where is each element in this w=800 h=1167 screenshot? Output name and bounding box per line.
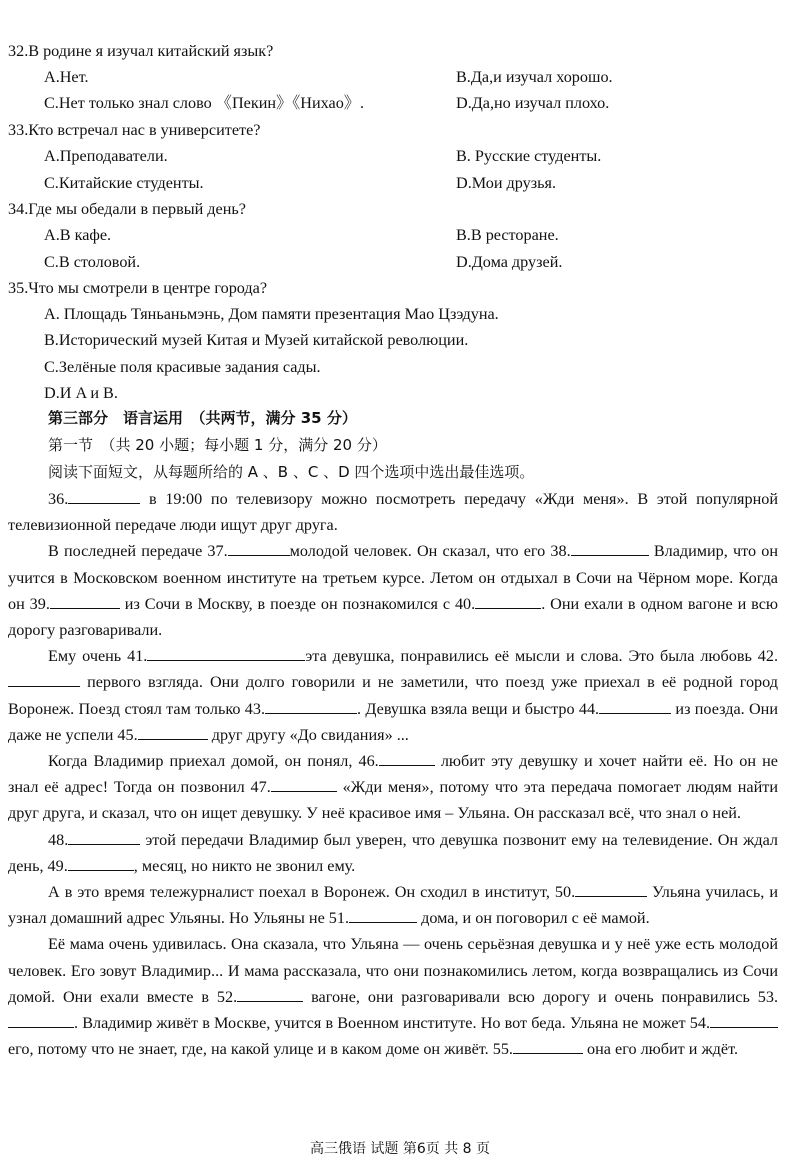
passage-paragraph: 36. в 19:00 по телевизору можно посмотреть передачу «Жди меня». В этой популярной телевизионной передаче люди ищут друг друга. <box>8 490 778 535</box>
answer-blank[interactable] <box>475 594 541 609</box>
answer-blank[interactable] <box>710 1013 778 1028</box>
question-stem: 35.Что мы смотрели в центре города? <box>8 279 268 297</box>
option-a: A.Преподаватели. <box>44 147 168 165</box>
answer-blank[interactable] <box>8 672 80 687</box>
passage-paragraph: А в это время тележурналист поехал в Воронеж. Он сходил в институт, 50. Ульяна училась, и узнал домашний адрес Ульяны. Но Ульяны не 51. дома, и он поговорил с её мамой. <box>8 883 778 928</box>
option-d: D.Мои друзья. <box>456 174 557 192</box>
option-b: B.Да,и изучал хорошо. <box>456 68 613 86</box>
answer-blank[interactable] <box>379 751 435 766</box>
passage-paragraph: Когда Владимир приехал домой, он понял, 46. любит эту девушку и хочет найти её. Но он не знал её адрес! Тогда он позвонил 47. «Жди меня», потому что эта передача помогает людям найти друг друга, и сказал, что он ищет девушку. У неё красивое имя – Ульяна. Он рассказал всё, что знал о ней. <box>8 752 778 823</box>
answer-blank[interactable] <box>68 489 140 504</box>
option-b: B. Русские студенты. <box>456 147 602 165</box>
option-c: C.Китайские студенты. <box>44 174 204 192</box>
option-c: C.Нет только знал слово 《Пекин》《Нихао》. <box>44 94 365 112</box>
cloze-passage <box>8 486 778 1062</box>
answer-blank[interactable] <box>237 987 303 1002</box>
option-a: A.В кафе. <box>44 226 112 244</box>
answer-blank[interactable] <box>575 882 647 897</box>
passage-paragraph: В последней передаче 37. молодой человек. Он сказал, что его 38. Владимир, что он учится в Московском военном институте на третьем курсе. Летом он отдыхал в Сочи на Чёрном море. Когда он 39. из Сочи в Москву, в поезде он познакомился с 40. . Они ехали в одном вагоне и всю дорогу разговаривали. <box>8 542 779 640</box>
section-title: 第三部分 语言运用 （共两节，满分 35 分） <box>48 409 357 427</box>
passage-paragraph: 48. этой передачи Владимир был уверен, что девушка позвонит ему на телевидение. Он ждал день, 49. , месяц, но никто не звонил ему. <box>8 830 778 875</box>
option-b: B.Исторический музей Китая и Музей китайской революции. <box>44 331 469 349</box>
subsection-title: 第一节 （共 20 小题；每小题 1 分，满分 20 分） <box>48 436 387 454</box>
passage-paragraph: Ему очень 41. эта девушка, понравились её мысли и слова. Это была любовь 42. первого взгляда. Они долго говорили и не заметили, что поезд уже приехал в её родной город Воронеж. Поезд стоял там только 43. . Девушка взяла вещи и быстро 44. из поезда. Они даже не успели 45. друг другу «До свидания» ... <box>8 647 779 744</box>
option-d: D.Да,но изучал плохо. <box>456 94 610 112</box>
answer-blank[interactable] <box>599 699 671 714</box>
option-c: C.В столовой. <box>44 253 141 271</box>
answer-blank[interactable] <box>349 908 417 923</box>
option-a: A.Нет. <box>44 68 89 86</box>
instructions: 阅读下面短文，从每题所给的 A 、B 、C 、D 四个选项中选出最佳选项。 <box>48 463 535 481</box>
page-footer: 高三俄语 试题 第6页 共 8 页 <box>309 1141 491 1157</box>
option-a: A. Площадь Тяньаньмэнь, Дом памяти презентация Мао Цзэдуна. <box>44 305 499 323</box>
question-stem: 32.В родине я изучал китайский язык? <box>8 42 274 60</box>
answer-blank[interactable] <box>228 541 290 556</box>
answer-blank[interactable] <box>513 1039 583 1054</box>
answer-blank[interactable] <box>8 1013 74 1028</box>
answer-blank[interactable] <box>265 699 357 714</box>
answer-blank[interactable] <box>68 830 140 845</box>
answer-blank[interactable] <box>271 777 337 792</box>
question-stem: 33.Кто встречал нас в университете? <box>8 121 261 139</box>
answer-blank[interactable] <box>50 594 120 609</box>
answer-blank[interactable] <box>147 646 305 661</box>
passage-paragraph: Её мама очень удивилась. Она сказала, что Ульяна — очень серьёзная девушка и у неё уже есть молодой человек. Его зовут Владимир... И мама рассказала, что они познакомились летом, когда возвращались из Сочи домой. Они ехали вместе в 52. вагоне, они разговаривали всю дорогу и очень понравились 53.. Владимир живёт в Москве, учится в Военном институте. Но вот беда. Ульяна не может 54. его, потому что не знает, где, на какой улице и в каком доме он живёт. 55. она его любит и ждёт. <box>8 935 778 1059</box>
option-d: D.И A и B. <box>44 384 118 402</box>
option-d: D.Дома друзей. <box>456 253 563 271</box>
answer-blank[interactable] <box>138 725 208 740</box>
question-stem: 34.Где мы обедали в первый день? <box>8 200 246 218</box>
option-b: B.В ресторане. <box>456 226 559 244</box>
answer-blank[interactable] <box>571 541 649 556</box>
option-c: C.Зелёные поля красивые задания сады. <box>44 358 321 376</box>
answer-blank[interactable] <box>68 856 134 871</box>
